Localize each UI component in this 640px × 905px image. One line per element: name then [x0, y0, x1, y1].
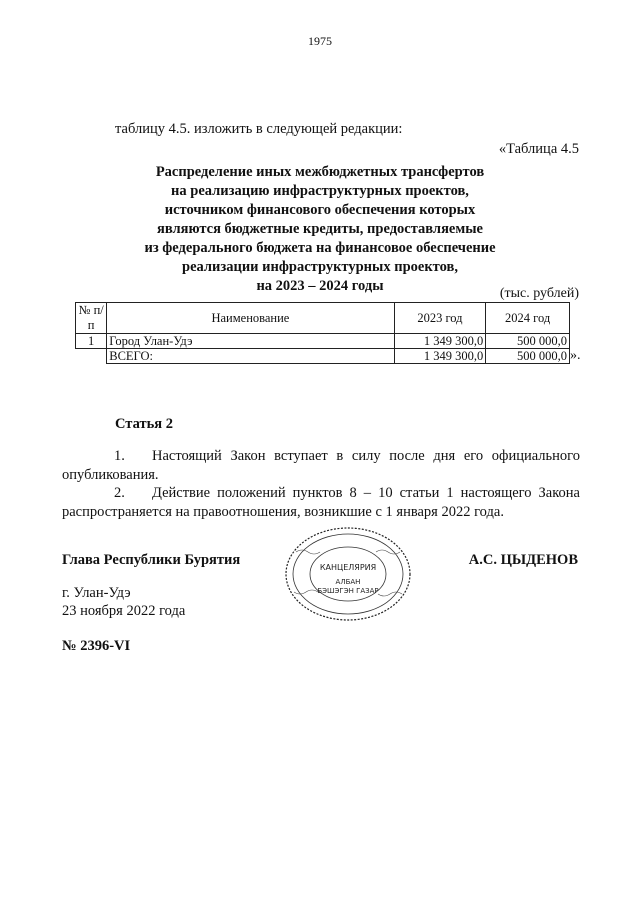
paragraph-number: 1. — [114, 448, 125, 464]
article-heading: Статья 2 — [115, 416, 173, 432]
seal-text-2: АЛБАН — [335, 578, 361, 586]
paragraph-1 — [62, 447, 580, 485]
city: г. Улан-Удэ — [62, 585, 131, 601]
total-2023: 1 349 300,0 — [394, 349, 486, 364]
title-line: на реализацию инфраструктурных проектов, — [171, 183, 469, 199]
title-line: на 2023 – 2024 годы — [256, 278, 384, 294]
row-2023: 1 349 300,0 — [394, 334, 486, 349]
signatory-role: Глава Республики Бурятия — [62, 552, 241, 568]
paragraph-number: 2. — [114, 485, 125, 501]
title-line: реализации инфраструктурных проектов, — [182, 259, 458, 275]
table-total-row — [76, 349, 570, 364]
total-label: ВСЕГО: — [107, 349, 394, 364]
total-number — [76, 349, 107, 364]
title-line: из федерального бюджета на финансовое обеспечение — [144, 240, 496, 256]
closing-quote: ». — [570, 348, 581, 363]
table-header-row — [76, 303, 570, 334]
intro-text: таблицу 4.5. изложить в следующей редакции: — [115, 121, 403, 137]
official-seal — [278, 522, 418, 622]
paragraph-text: Действие положений пунктов 8 – 10 статьи 1 настоящего Закона распространяется на правоотношения, возникшие с 1 января 2022 года. — [62, 485, 580, 520]
row-number: 1 — [76, 334, 107, 349]
seal-text-1: КАНЦЕЛЯРИЯ — [319, 563, 377, 572]
table-title — [100, 163, 540, 296]
row-name: Город Улан-Удэ — [107, 334, 394, 349]
title-line: источником финансового обеспечения которых — [164, 202, 476, 218]
date: 23 ноября 2022 года — [62, 603, 186, 619]
law-number: № 2396-VI — [62, 638, 131, 654]
table-row — [76, 334, 570, 349]
total-2024: 500 000,0 — [486, 349, 570, 364]
page-number: 1975 — [308, 34, 332, 48]
header-2024: 2024 год — [486, 303, 570, 334]
title-line: являются бюджетные кредиты, предоставляемые — [157, 221, 483, 237]
paragraph-text: Настоящий Закон вступает в силу после дня его официального опубликования. — [62, 448, 580, 483]
seal-text-3: БЭШЭГЭН ГАЗАР — [317, 587, 379, 595]
transfers-table — [75, 302, 570, 364]
signatory-name: А.С. ЦЫДЕНОВ — [468, 552, 578, 568]
paragraph-2 — [62, 484, 580, 522]
header-name: Наименование — [107, 303, 394, 334]
units-label: (тыс. рублей) — [499, 286, 579, 301]
title-line: Распределение иных межбюджетных трансфертов — [155, 164, 485, 180]
row-2024: 500 000,0 — [486, 334, 570, 349]
header-2023: 2023 год — [394, 303, 486, 334]
header-number: № п/п — [76, 303, 107, 334]
table-reference: «Таблица 4.5 — [498, 141, 579, 157]
